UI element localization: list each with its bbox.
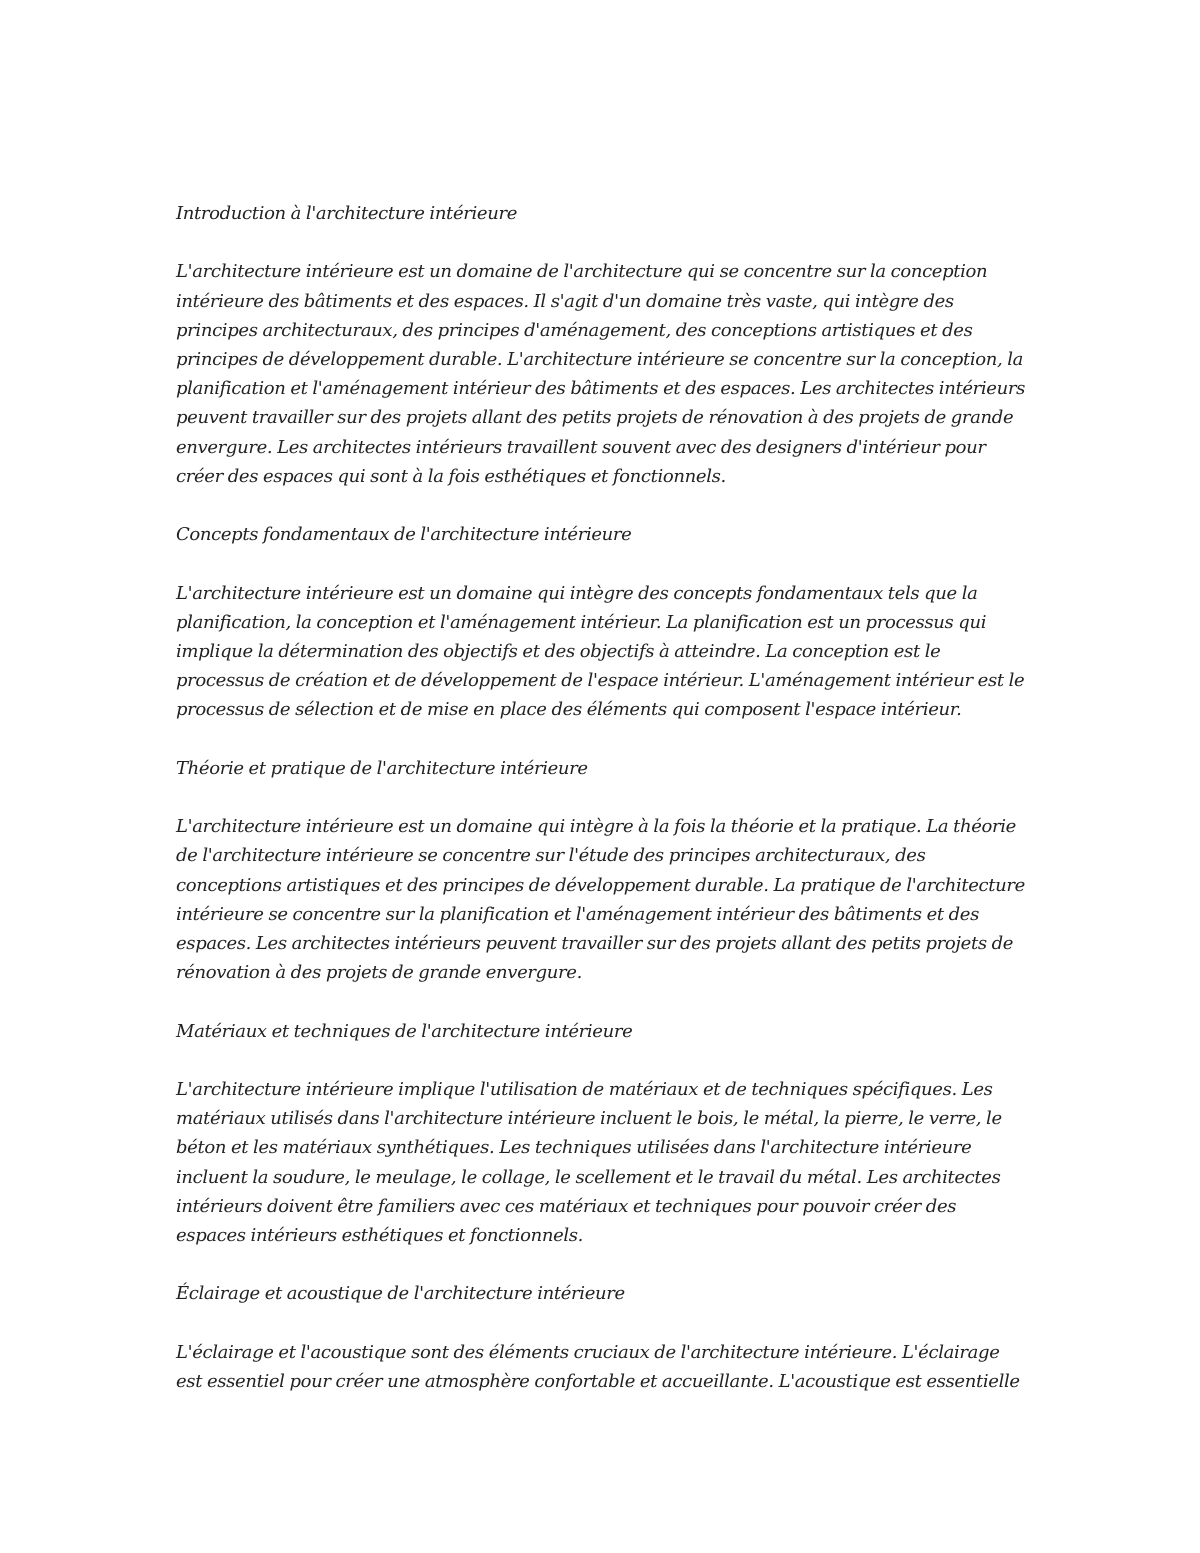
section-paragraph-theorie: L'architecture intérieure est un domaine qui intègre à la fois la théorie et la pratique. La théorie de l'architecture intérieure se concentre sur l'étude des principes architecturaux, des conceptions artistiques et des principes de développement durable. La pratique de l'architecture intérieure se concentre sur la planification et l'aménagement intérieur des bâtiments et des espaces. Les architectes intérieurs peuvent travailler sur des projets allant des petits projets de rénovation à des projets de grande envergure. [176,816,1025,984]
section-paragraph-materiaux: L'architecture intérieure implique l'utilisation de matériaux et de techniques spécifiques. Les matériaux utilisés dans l'architecture intérieure incluent le bois, le métal, la pierre, le verre, le béton et les matériaux synthétiques. Les techniques utilisées dans l'architecture intérieure incluent la soudure, le meulage, le collage, le scellement et le travail du métal. Les architectes intérieurs doivent être familiers avec ces matériaux et techniques pour pouvoir créer des espaces intérieurs esthétiques et fonctionnels. [176,1078,1002,1246]
section-heading-concepts: Concepts fondamentaux de l'architecture intérieure [176,524,632,546]
section-heading-materiaux: Matériaux et techniques de l'architecture intérieure [176,1020,633,1042]
section-heading-theorie: Théorie et pratique de l'architecture intérieure [176,757,588,779]
section-heading-introduction: Introduction à l'architecture intérieure [176,203,518,224]
section-paragraph-concepts: L'architecture intérieure est un domaine qui intègre des concepts fondamentaux tels que la planification, la conception et l'aménagement intérieur. La planification est un processus qui implique la détermination des objectifs et des objectifs à atteindre. La conception est le processus de création et de développement de l'espace intérieur. L'aménagement intérieur est le processus de sélection et de mise en place des éléments qui composent l'espace intérieur. [176,582,1025,721]
section-heading-eclairage: Éclairage et acoustique de l'architecture intérieure [176,1283,625,1305]
section-paragraph-introduction: L'architecture intérieure est un domaine de l'architecture qui se concentre sur la conception intérieure des bâtiments et des espaces. Il s'agit d'un domaine très vaste, qui intègre des principes architecturaux, des principes d'aménagement, des conceptions artistiques et des principes de développement durable. L'architecture intérieure se concentre sur la conception, la planification et l'aménagement intérieur des bâtiments et des espaces. Les architectes intérieurs peuvent travailler sur des projets allant des petits projets de rénovation à des projets de grande envergure. Les architectes intérieurs travaillent souvent avec des designers d'intérieur pour créer des espaces qui sont à la fois esthétiques et fonctionnels. [176,261,1025,487]
section-paragraph-eclairage: L'éclairage et l'acoustique sont des éléments cruciaux de l'architecture intérieure. L'éclairage est essentiel pour créer une atmosphère confortable et accueillante. L'acoustique est essentielle [176,1341,1020,1392]
document-body [176,199,1028,1425]
